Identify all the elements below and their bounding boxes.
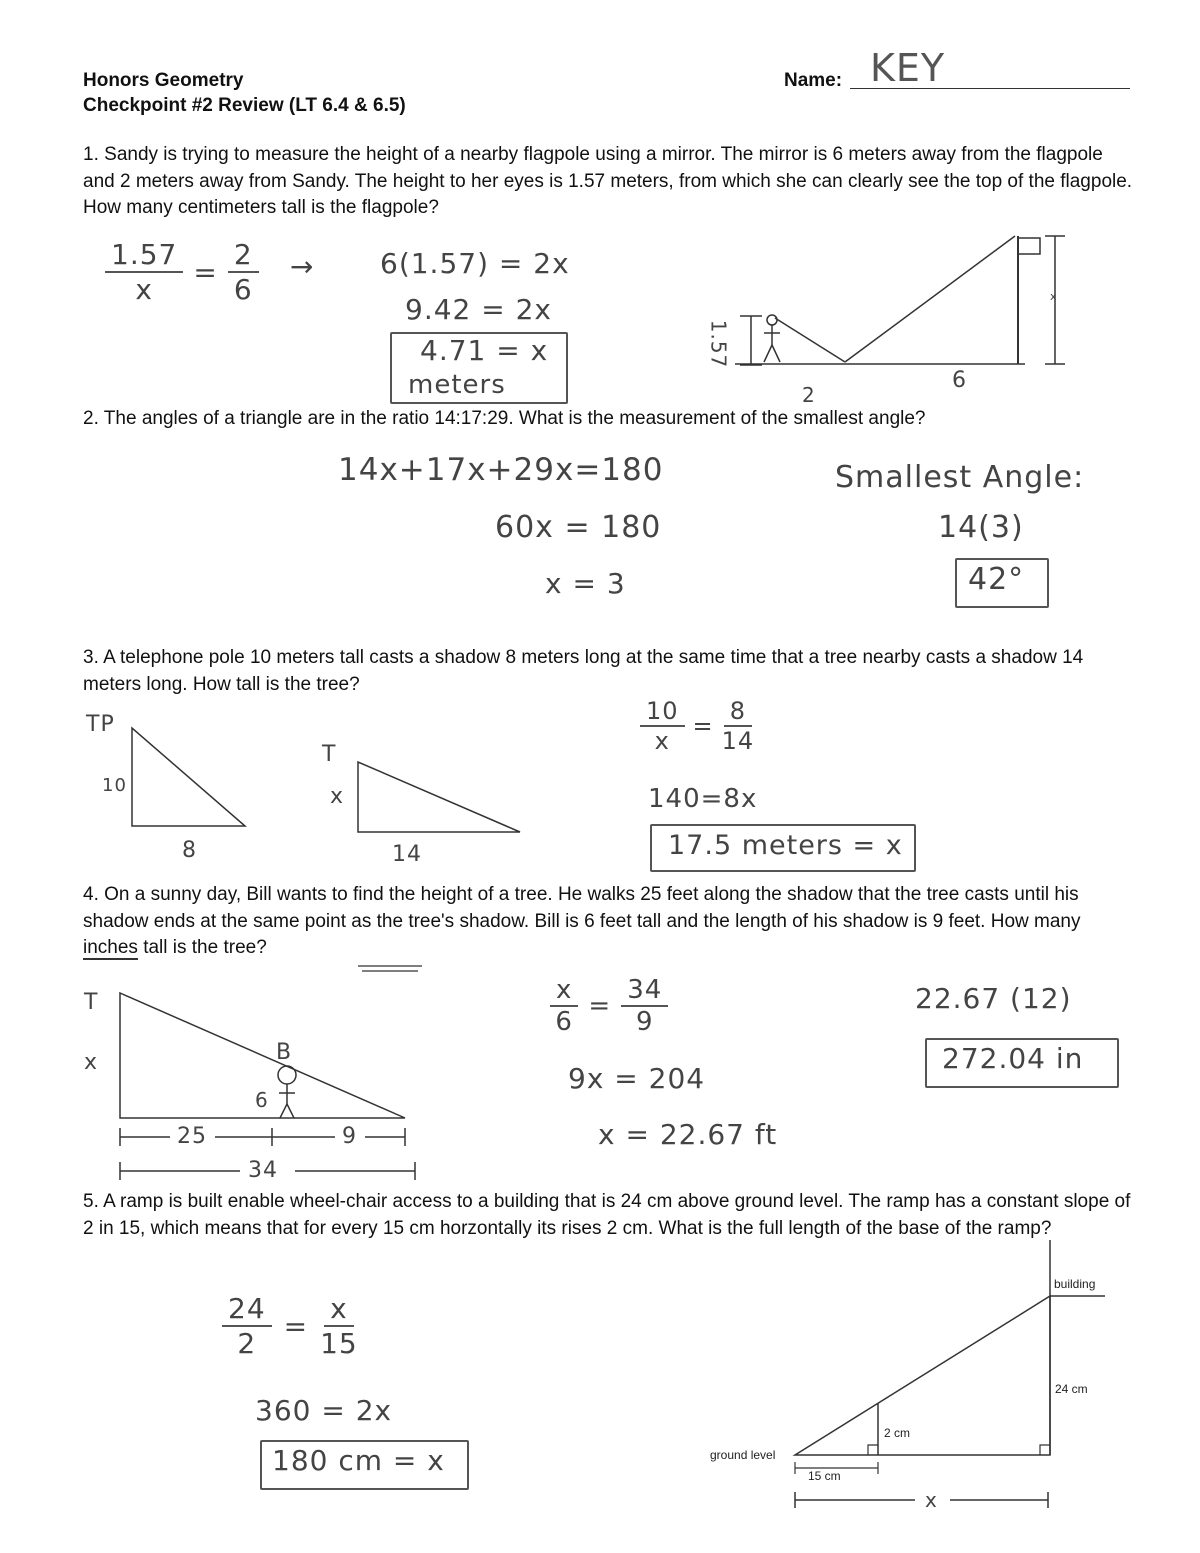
q5-ground-label: ground level — [710, 1448, 776, 1462]
question-3 — [83, 645, 1133, 698]
q3-answer: 17.5 meters = x — [668, 830, 903, 861]
q5-run-label: 15 cm — [808, 1469, 841, 1483]
question-text: On a sunny day, Bill wants to find the height of a tree. He walks 25 feet along the shadow that the tree casts until his shadow ends at the same point as the tree's shadow. Bill is 6 feet tall and the length of his shadow is 9 feet. How many — [83, 884, 1081, 932]
question-text: A telephone pole 10 meters tall casts a shadow 8 meters long at the same time that a tree nearby casts a shadow 14 meters long. How tall is the tree? — [83, 647, 1084, 695]
question-number: 5. — [83, 1191, 99, 1212]
q3-t-label: T — [322, 742, 337, 767]
q1-work-line: 6(1.57) = 2x — [380, 247, 570, 280]
q2-answer: 42° — [968, 562, 1025, 597]
q5-proportion: $\frac{24}{2}$ = $\frac{x}{15}$ — [222, 1292, 358, 1360]
fraction: $\frac{x}{6}$ — [550, 975, 578, 1037]
q5-base-label: x — [925, 1488, 938, 1512]
question-1 — [83, 142, 1133, 222]
name-label: Name: — [784, 70, 843, 91]
course-title: Honors Geometry — [83, 70, 244, 91]
q3-tp-label: TP — [86, 712, 115, 737]
question-text: Sandy is trying to measure the height of a nearby flagpole using a mirror. The mirror is 6 meters away from the flagpole and 2 meters away from Sandy. The height to her eyes is 1.57 meters, from which she can clearly see the top of the flagpole. How many centimeters tall is the flagpole? — [83, 144, 1133, 218]
question-text: tall is the tree? — [137, 937, 267, 958]
q4-seg2: 9 — [342, 1124, 357, 1149]
question-text: The angles of a triangle are in the ratio 14:17:29. What is the measurement of the smallest angle? — [103, 408, 926, 429]
q5-work-line: 360 = 2x — [255, 1394, 393, 1427]
q4-x-label: x — [84, 1050, 99, 1075]
question-4 — [83, 882, 1133, 962]
q2-side-calc: 14(3) — [938, 510, 1024, 545]
q4-answer: 272.04 in — [942, 1042, 1084, 1075]
q4-t-label: T — [84, 990, 99, 1015]
q4-side-calc: 22.67 (12) — [915, 982, 1072, 1015]
q4-total: 34 — [248, 1158, 278, 1183]
q1-answer: 4.71 = x — [420, 334, 549, 367]
q1-answer-units: meters — [408, 370, 506, 400]
page-subtitle: Checkpoint #2 Review (LT 6.4 & 6.5) — [83, 95, 406, 116]
underlined-word: inches — [83, 937, 138, 958]
fraction: $\frac{10}{x}$ — [640, 697, 685, 755]
q4-work-line: x = 22.67 ft — [598, 1118, 778, 1151]
q1-height-label: 1.57 — [706, 319, 731, 369]
q4-proportion: $\frac{x}{6}$ = $\frac{34}{9}$ — [550, 975, 668, 1037]
q2-side-title: Smallest Angle: — [835, 460, 1085, 495]
q3-t-height: x — [330, 784, 345, 809]
q2-work-line: 60x = 180 — [495, 510, 662, 545]
arrow-icon: → — [290, 250, 315, 283]
q3-t-base: 14 — [392, 842, 422, 867]
q3-tp-height: 10 — [102, 775, 127, 796]
question-number: 4. — [83, 884, 99, 905]
q5-rise-label: 2 cm — [884, 1426, 911, 1440]
q1-work-line: 9.42 = 2x — [405, 293, 552, 326]
question-text: A ramp is built enable wheel-chair access to a building that is 24 cm above ground level. The ramp has a constant slope of 2 in 15, which means that for every 15 cm horzontally its rises 2 cm. What is the full length of the base of the ramp? — [83, 1191, 1131, 1239]
q1-dist-b: 6 — [952, 368, 967, 393]
q4-seg1: 25 — [177, 1124, 207, 1149]
q4-work-line: 9x = 204 — [568, 1062, 706, 1095]
q2-work-line: x = 3 — [545, 567, 626, 600]
fraction: $\frac{34}{9}$ — [621, 975, 668, 1037]
q5-answer: 180 cm = x — [272, 1444, 445, 1477]
fraction: $\frac{24}{2}$ — [222, 1292, 272, 1360]
question-number: 1. — [83, 144, 99, 165]
fraction: $\frac{8}{14}$ — [721, 697, 755, 755]
q1-proportion: $\frac{1.57}{x}$ = $\frac{2}{6}$ — [105, 238, 259, 306]
q1-dist-a: 2 — [802, 383, 816, 407]
q4-bill-height: 6 — [255, 1088, 269, 1112]
question-number: 2. — [83, 408, 99, 429]
q3-proportion: $\frac{10}{x}$ = $\frac{8}{14}$ — [640, 697, 754, 755]
q2-work-line: 14x+17x+29x=180 — [338, 452, 664, 488]
fraction: $\frac{2}{6}$ — [228, 238, 259, 306]
question-5 — [83, 1189, 1143, 1242]
q3-work-line: 140=8x — [648, 784, 758, 814]
name-value: KEY — [870, 46, 946, 90]
q3-tp-base: 8 — [182, 838, 197, 863]
q1-pole-label: x — [1050, 290, 1058, 303]
q5-height-label: 24 cm — [1055, 1382, 1088, 1396]
question-number: 3. — [83, 647, 99, 668]
q5-building-label: building — [1054, 1277, 1096, 1291]
question-2 — [83, 406, 1133, 433]
fraction: $\frac{x}{15}$ — [320, 1292, 358, 1360]
q4-b-label: B — [276, 1040, 293, 1065]
fraction: $\frac{1.57}{x}$ — [105, 238, 183, 306]
